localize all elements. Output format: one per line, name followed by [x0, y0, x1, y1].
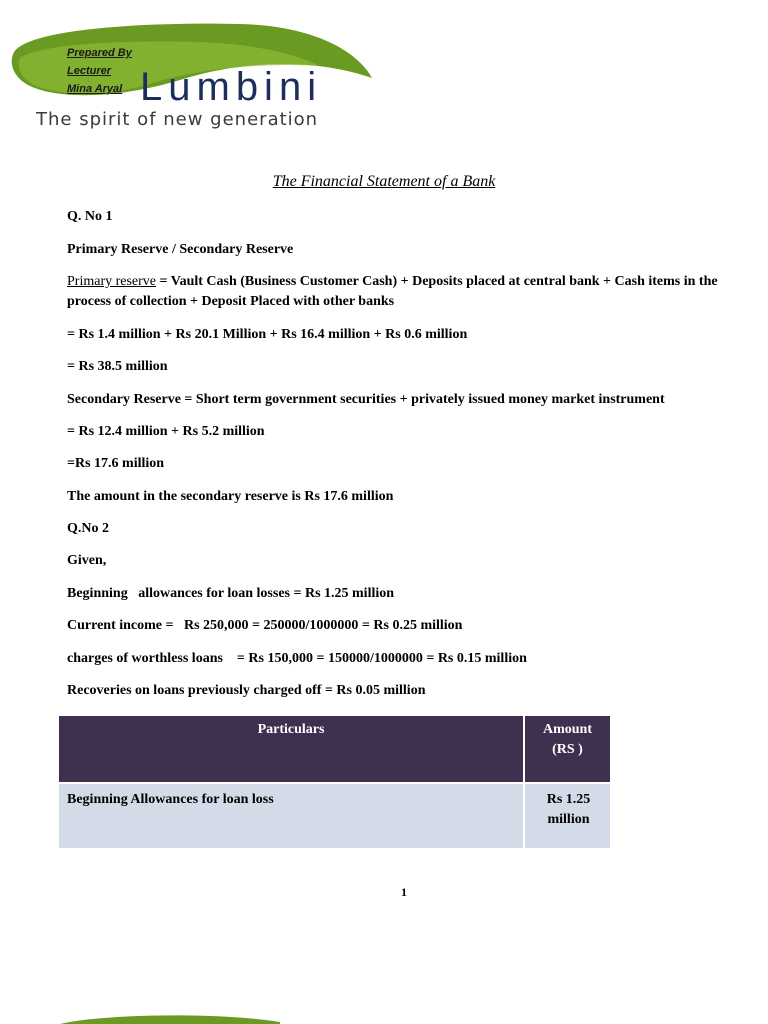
column-header-amount: Amount (RS ) — [524, 716, 610, 783]
primary-reserve-calculation: = Rs 1.4 million + Rs 20.1 Million + Rs 16.4 million + Rs 0.6 million — [67, 327, 468, 342]
prepared-by-line: Prepared By — [67, 47, 132, 59]
loan-loss-table — [59, 716, 610, 848]
footer-logo-swoosh — [60, 1014, 280, 1024]
prepared-by-line: Lecturer — [67, 65, 112, 77]
primary-reserve-result: = Rs 38.5 million — [67, 359, 168, 374]
secondary-reserve-definition: Secondary Reserve = Short term government securities + privately issued money market instrument — [67, 392, 665, 407]
primary-reserve-formula: = Vault Cash (Business Customer Cash) + Deposits placed at central bank + Cash items in the process of collection + Deposit Placed with other banks — [67, 274, 718, 309]
given-line: Beginning allowances for loan losses = Rs 1.25 million — [67, 586, 395, 601]
secondary-reserve-conclusion: The amount in the secondary reserve is Rs 17.6 million — [67, 489, 394, 504]
given-line: Current income = Rs 250,000 = 250000/1000000 = Rs 0.25 million — [67, 618, 463, 633]
given-label: Given, — [67, 553, 107, 568]
given-line: Recoveries on loans previously charged off = Rs 0.05 million — [67, 683, 426, 698]
column-header-particulars: Particulars — [59, 716, 524, 783]
primary-reserve-definition — [67, 272, 747, 312]
table-cell-particular: Beginning Allowances for loan loss — [59, 783, 524, 848]
svg-text:Lumbini: Lumbini — [140, 65, 323, 109]
question-label: Q.No 2 — [67, 521, 109, 536]
table-header-row — [59, 716, 610, 783]
given-line: charges of worthless loans = Rs 150,000 = 150000/1000000 = Rs 0.15 million — [67, 651, 527, 666]
document-title: The Financial Statement of a Bank — [272, 173, 496, 190]
svg-text:The spirit of new generation: The spirit of new generation — [36, 109, 319, 130]
page-number: 1 — [401, 885, 407, 899]
prepared-by-line: Mina Aryal — [67, 83, 123, 95]
table-cell-amount: Rs 1.25 million — [524, 783, 610, 848]
primary-reserve-term: Primary reserve — [67, 274, 157, 289]
secondary-reserve-result: =Rs 17.6 million — [67, 456, 165, 471]
secondary-reserve-calculation: = Rs 12.4 million + Rs 5.2 million — [67, 424, 265, 439]
question-heading: Primary Reserve / Secondary Reserve — [67, 242, 294, 257]
prepared-by-note — [67, 44, 132, 98]
question-label: Q. No 1 — [67, 209, 113, 224]
table-row — [59, 783, 610, 848]
